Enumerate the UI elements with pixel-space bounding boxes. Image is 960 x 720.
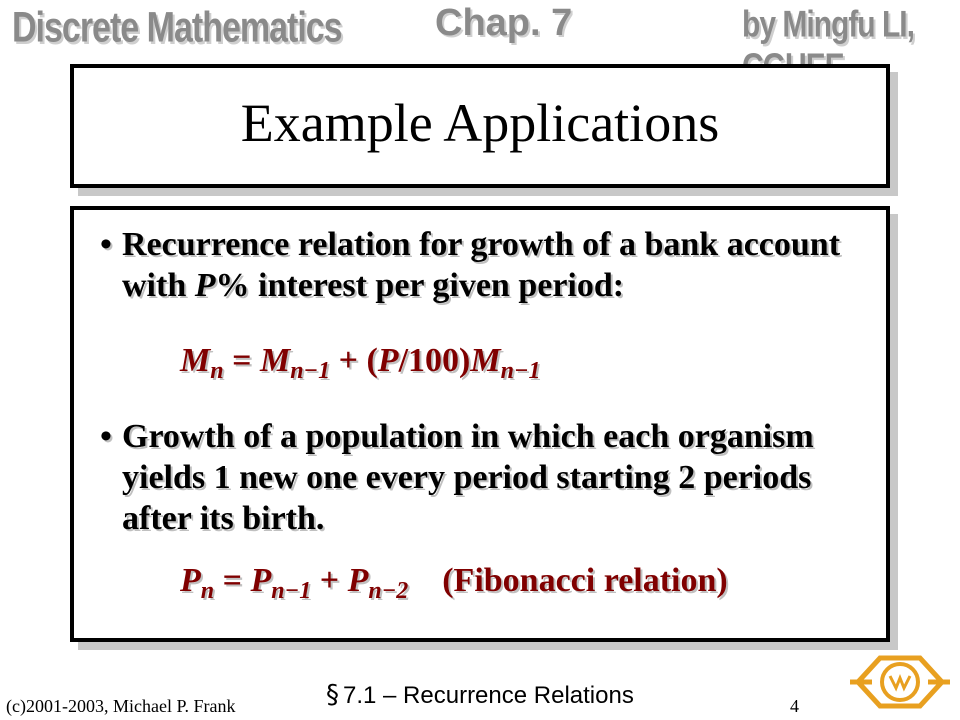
chapter-label: Chap. 7 bbox=[435, 2, 573, 44]
author-label: by Mingfu LI, bbox=[742, 4, 914, 46]
bullet-text: Recurrence relation for growth of a bank account with P% interest per given period: bbox=[122, 226, 841, 304]
section-footer: § 7.1 – Recurrence Relations bbox=[326, 680, 634, 710]
bullet-dot: • bbox=[100, 226, 112, 263]
bullet-population bbox=[100, 416, 860, 539]
title-box bbox=[70, 64, 890, 188]
bullet-text: Growth of a population in which each organism yields 1 new one every period starting 2 periods after its birth. bbox=[122, 418, 814, 537]
course-name: Discrete Mathematics bbox=[12, 4, 342, 52]
equation-bank: $M_n = M_{n-1} + (P/100)M_{n-1}$ bbox=[180, 342, 541, 384]
slide-title: Example Applications bbox=[240, 93, 720, 153]
cgu-logo-icon bbox=[850, 648, 950, 714]
copyright: (c)2001-2003, Michael P. Frank bbox=[6, 696, 236, 716]
equation-fibonacci: $P_n = P_{n-1} + P_{n-2}$ (Fibonacci relation) bbox=[180, 562, 728, 604]
fibonacci-note: (Fibonacci relation) bbox=[442, 562, 728, 599]
page-number: 4 bbox=[790, 696, 799, 716]
bullet-dot: • bbox=[100, 418, 112, 455]
content-box bbox=[70, 206, 890, 642]
bullet-bank-account bbox=[100, 224, 860, 306]
